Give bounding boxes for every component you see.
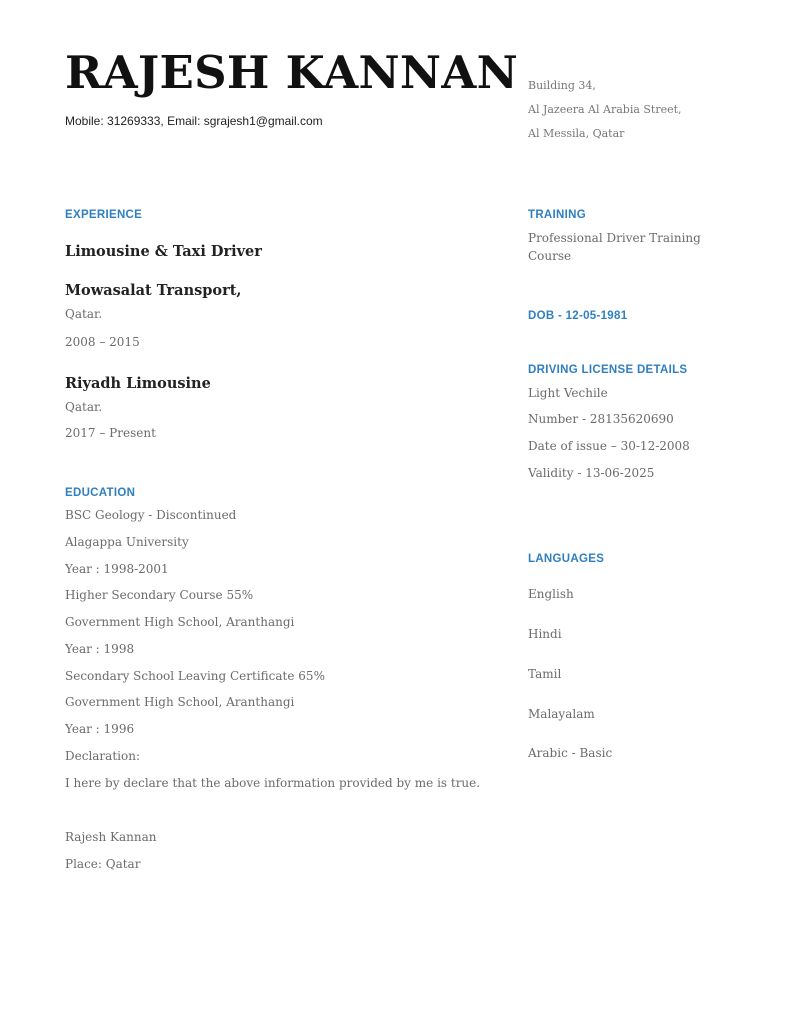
declaration-label: Declaration: [65, 749, 140, 763]
education-line: Year : 1996 [65, 722, 135, 736]
job-period-2: 2017 – Present [65, 426, 156, 440]
language-item: Tamil [528, 667, 562, 681]
languages-heading: LANGUAGES [528, 553, 605, 565]
education-line: Secondary School Leaving Certificate 65% [65, 669, 325, 683]
job-role: Limousine & Taxi Driver [65, 243, 262, 260]
training-heading: TRAINING [528, 209, 586, 221]
license-line: Number - 28135620690 [528, 412, 674, 426]
license-line: Date of issue – 30-12-2008 [528, 439, 690, 453]
education-line: Government High School, Aranthangi [65, 695, 295, 709]
education-line: Year : 1998 [65, 642, 135, 656]
job-location-2: Qatar. [65, 400, 103, 414]
education-line: BSC Geology - Discontinued [65, 508, 237, 522]
education-line: Higher Secondary Course 55% [65, 588, 254, 602]
experience-heading: EXPERIENCE [65, 209, 143, 221]
address-line-3: Al Messila, Qatar [528, 127, 625, 140]
language-item: Arabic - Basic [528, 746, 613, 760]
declaration-text: I here by declare that the above information provided by me is true. [65, 776, 481, 790]
job-period-1: 2008 – 2015 [65, 335, 140, 349]
address-line-2: Al Jazeera Al Arabia Street, [528, 103, 682, 116]
candidate-name: RAJESH KANNAN [65, 46, 518, 99]
education-line: Government High School, Aranthangi [65, 615, 295, 629]
address-line-1: Building 34, [528, 79, 596, 92]
language-item: Hindi [528, 627, 562, 641]
language-item: Malayalam [528, 707, 595, 721]
dob-heading: DOB - 12-05-1981 [528, 310, 628, 322]
signature-name: Rajesh Kannan [65, 830, 157, 844]
education-line: Year : 1998-2001 [65, 562, 169, 576]
language-item: English [528, 587, 574, 601]
education-heading: EDUCATION [65, 487, 136, 499]
license-line: Validity - 13-06-2025 [528, 466, 655, 480]
license-heading: DRIVING LICENSE DETAILS [528, 364, 688, 376]
job-company-2: Riyadh Limousine [65, 375, 211, 392]
job-location-1: Qatar. [65, 307, 103, 321]
education-line: Alagappa University [65, 535, 189, 549]
contact-line: Mobile: 31269333, Email: sgrajesh1@gmail.com [65, 114, 323, 128]
job-company-1: Mowasalat Transport, [65, 282, 242, 299]
license-line: Light Vechile [528, 386, 608, 400]
signature-place: Place: Qatar [65, 857, 141, 871]
training-line-1: Professional Driver Training [528, 231, 701, 245]
training-line-2: Course [528, 249, 572, 263]
